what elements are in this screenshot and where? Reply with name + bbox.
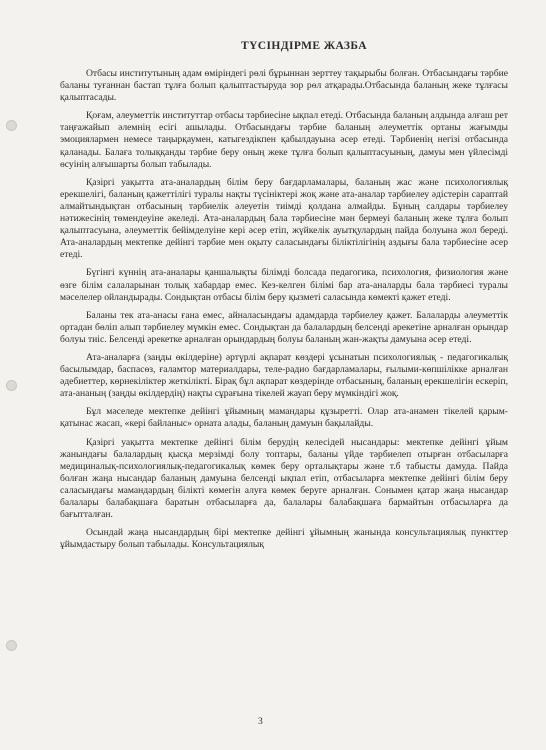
document-title: ТҮСІНДІРМЕ ЖАЗБА: [241, 40, 367, 52]
paragraph: Отбасы институтының адам өміріндегі рөлі бұрыннан зерттеу тақырыбы болған. Отбасындағы тәрбие баланы туғаннан бастап тұлға болып қалыптастыруда зор рөл атқарады.Отбасында баланың жеке тұлғасы қалыптасады.: [60, 68, 508, 104]
paragraph: Осындай жаңа нысандардың бірі мектепке дейінгі ұйымның жанында консультациялық пункттер ұйымдастыру болып табылады. Консультациялық: [60, 527, 508, 551]
paragraph: Баланы тек ата-анасы ғана емес, айналасындағы адамдарда тәрбиелеу қажет. Балаларды әлеуметтік ортадан бөліп алып тәрбиелеу мүмкін емес. Сондықтан да балалардың белсенді әрекетіне арналған орындар болуы тиіс. Белсенді әрекетке арналған орындардың болуы баланың жан-жақты дамуына әсер етеді.: [60, 309, 508, 345]
binder-holes: [6, 0, 18, 750]
paragraph: Қоғам, әлеуметтік институттар отбасы тәрбиесіне ықпал етеді. Отбасында баланың алдында алғаш рет таңғажайып әлемнің есігі ашылады. Отбасындағы тәрбие баланың әлеуметтік ортаны жағымды эмоциялармен немесе таңырқаумен, катыгездікпен қабылдауына әсер етеді. Тәрбиенің негізі отбасында қаланады. Балаға толыққанды тәрбие беру оның жеке тұлға болып қалыптасуының, дамуы мен үйлесімді өсуінің алғышарты болып табылады.: [60, 110, 508, 170]
paragraph: Бұл мәселеде мектепке дейінгі ұйымның мамандары құзыретті. Олар ата-анамен тікелей қарым-қатынас жасап, «кері байланыс» орната алады, баланың дамуын бақылайды.: [60, 406, 508, 430]
binder-hole: [6, 640, 17, 651]
paragraph: Бүгінгі күннің ата-аналары қаншалықты білімді болсада педагогика, психология, физиология және өзге білім салаларынан толық хабардар емес. Кез-келген білімі бар ата-аналарды бала тәрбиесі туралы мәселелер ойландырады. Сондықтан отбасы білім беру қызметі саласында көмекті қажет етеді.: [60, 267, 508, 303]
paragraph: Қазіргі уақытта мектепке дейінгі білім берудің келесідей нысандары: мектепке дейінгі ұйым жанындағы балалардың қысқа мерзімді болу топтары, баланы үйде тәрбиелеп отырған отбасыларға медициналық-психологиялық-педагогикалық көмек беру орталықтары және т.б табысты дамуда. Пайда болған жаңа нысандар баланың дамуына белсенді ықпал етіп, отбасыларға мектепке дейінгі білім беру саласындағы мамандардың білікті көмегін алуға көмек беруге арналған. Сонымен қатар жаңа нысандар балалары балабақшаға баратын отбасыларға да, балалары балабақшаға бармайтын отбасыларға да бағытталған.: [60, 436, 508, 521]
binder-hole: [6, 380, 17, 391]
paragraph: Ата-аналарға (заңды өкілдеріне) әртүрлі ақпарат көздері ұсынатын психологиялық - педагогикалық басылымдар, баспасөз, ғаламтор материалдары, теле-радио бағдарламалары, ғылыми-көпшілікке арналған әдебиеттер, көрнекіліктер жеткілікті. Бірақ бұл ақпарат көздерінде отбасының, баланың ерекшелігін ескеріп, ата-ананың (заңды өкілдердің) нақты сұрағына тікелей жауап беру мүмкіндігі жоқ.: [60, 351, 508, 400]
binder-hole: [6, 120, 17, 131]
paragraph: Қазіргі уақытта ата-аналардың білім беру бағдарламалары, баланың жас және психологиялық ерекшелігі, баланың қажеттілігі туралы нақты түсініктері жоқ және ата-аналар тәрбиелеу әдістерін сараптай алмайтындықтан отбасының тәрбиелік әлеуетін тиімді қолдана алмайды. Бұның салдары тәрбиелеу нәтижесінің төмендеуіне әкеледі. Ата-аналардың бала тәрбиесіне мән бермеуі баланың жеке тұлға болып қалыптасуына, әлеуметтік бейімделуіне кері әсер етіп, жүйкелік ауытқулардың пайда болуына жол береді. Ата-аналардың мектепке дейінгі тәрбие мен оқыту саласындағы біліктілігінің аздығы бала тәрбиесіне әсер етеді.: [60, 176, 508, 261]
page-number: 3: [258, 717, 263, 727]
